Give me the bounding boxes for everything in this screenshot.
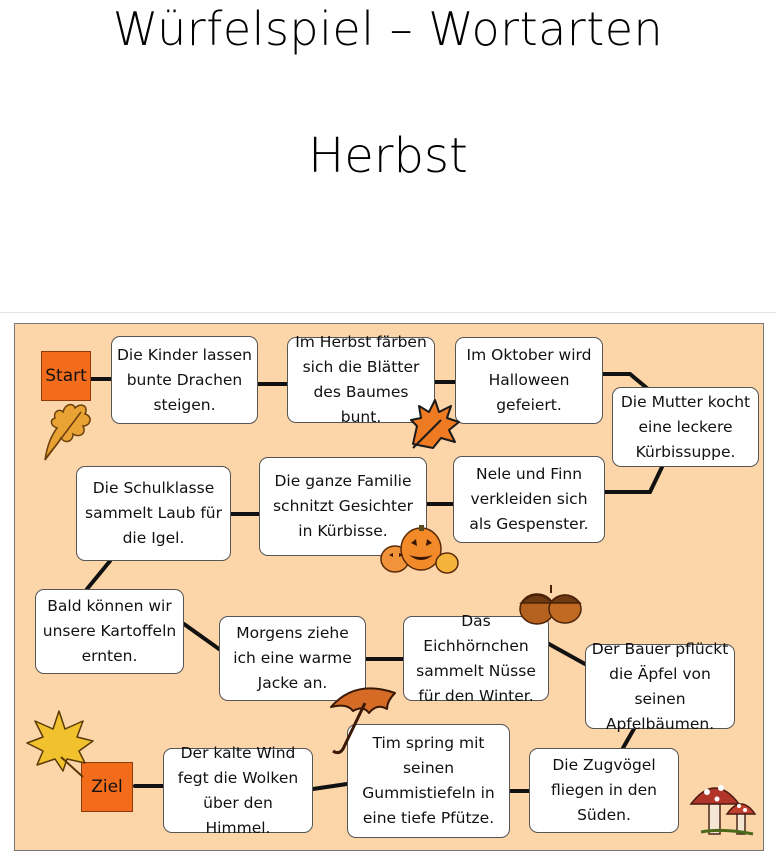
page-title: Würfelspiel – Wortarten [112,2,664,56]
field-2: Im Herbst färben sich die Blätter des Baumes bunt. [287,337,435,423]
goal-field: Ziel [81,762,133,812]
field-6: Die ganze Familie schnitzt Gesichter in Kürbisse. [259,457,427,556]
field-11: Der Bauer pflückt die Äpfel von seinen Apfelbäumen. [585,644,735,729]
field-13: Tim spring mit seinen Gummistiefeln in eine tiefe Pfütze. [347,724,510,838]
field-4: Die Mutter kocht eine leckere Kürbissuppe. [612,387,759,467]
page-subtitle: Herbst [308,128,468,184]
field-9: Morgens ziehe ich eine warme Jacke an. [219,616,366,701]
maple-leaf-icon [23,707,95,779]
acorns-icon [515,579,587,627]
field-3: Im Oktober wird Halloween gefeiert. [455,337,603,424]
field-7: Die Schulklasse sammelt Laub für die Igel. [76,466,231,561]
field-12: Die Zugvögel fliegen in den Süden. [529,748,679,833]
field-10: Das Eichhörnchen sammelt Nüsse für den Winter. [403,616,549,701]
game-board [14,323,764,851]
oak-leaf-icon [37,396,97,466]
orange-leaf-icon [407,396,463,454]
field-14: Der kalte Wind fegt die Wolken über den Himmel. [163,748,313,833]
mushrooms-icon [687,772,759,838]
divider [0,312,776,313]
pumpkins-icon [377,519,461,575]
start-field: Start [41,351,91,401]
field-5: Nele und Finn verkleiden sich als Gespenster. [453,456,605,543]
field-8: Bald können wir unsere Kartoffeln ernten. [35,589,184,674]
umbrella-icon [325,679,401,757]
field-1: Die Kinder lassen bunte Drachen steigen. [111,336,258,424]
